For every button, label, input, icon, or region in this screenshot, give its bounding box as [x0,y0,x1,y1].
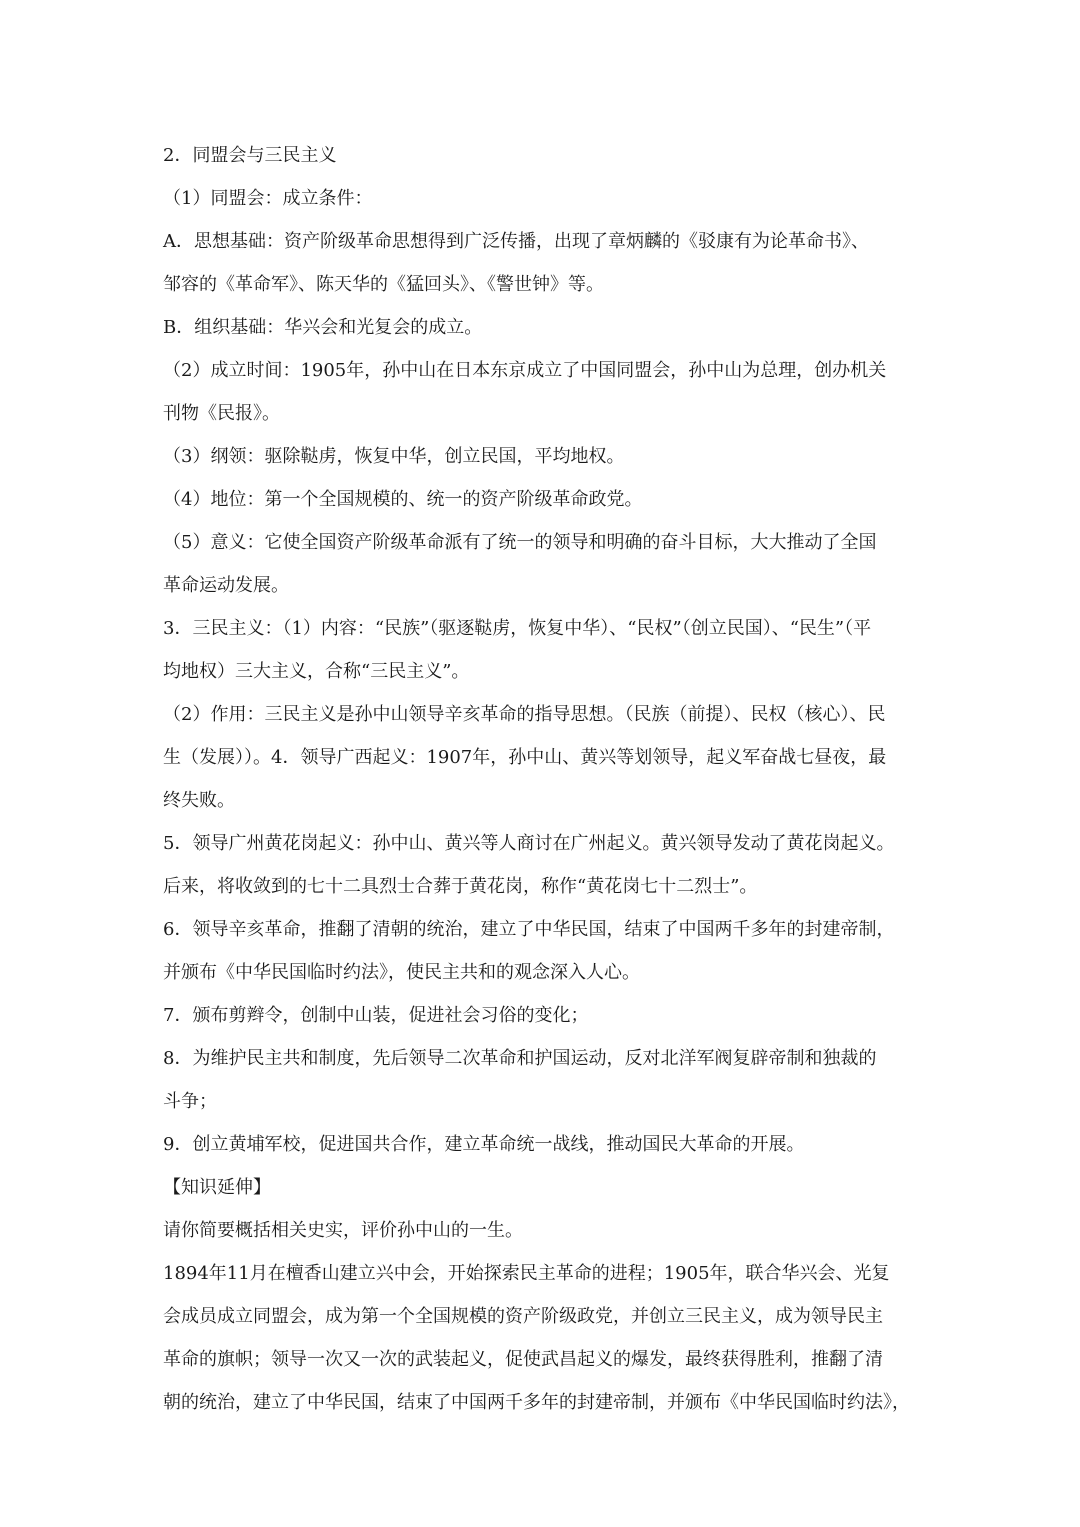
text-line: 均地权）三大主义，合称“三民主义”。 [163,661,470,682]
text-line: （3）纲领：驱除鞑虏，恢复中华，创立民国，平均地权。 [163,446,625,467]
text-line: 会成员成立同盟会，成为第一个全国规模的资产阶级政党，并创立三民主义，成为领导民主 [163,1306,883,1327]
text-line: 生（发展））。4．领导广西起义：1907年，孙中山、黄兴等划领导，起义军奋战七昼夜，最 [163,747,887,768]
text-line: （4）地位：第一个全国规模的、统一的资产阶级革命政党。 [163,489,643,510]
document-body [163,134,923,1424]
text-line: 8．为维护民主共和制度，先后领导二次革命和护国运动，反对北洋军阀复辟帝制和独裁的 [163,1048,877,1069]
text-line: 5．领导广州黄花岗起义：孙中山、黄兴等人商讨在广州起义。黄兴领导发动了黄花岗起义。 [163,833,895,854]
text-line: 6．领导辛亥革命，推翻了清朝的统治，建立了中华民国，结束了中国两千多年的封建帝制， [163,919,895,940]
text-line: A．思想基础：资产阶级革命思想得到广泛传播，出现了章炳麟的《驳康有为论革命书》、 [163,231,869,252]
text-line: （2）作用：三民主义是孙中山领导辛亥革命的指导思想。（民族（前提）、民权（核心）、民 [163,704,886,725]
text-line: 7．颁布剪辫令，创制中山装，促进社会习俗的变化； [163,1005,589,1026]
text-line: （2）成立时间：1905年，孙中山在日本东京成立了中国同盟会，孙中山为总理，创办机关 [163,360,887,381]
text-line: 斗争； [163,1091,217,1112]
text-line: （5）意义：它使全国资产阶级革命派有了统一的领导和明确的奋斗目标，大大推动了全国 [163,532,877,553]
text-line: 革命的旗帜；领导一次又一次的武装起义，促使武昌起义的爆发，最终获得胜利，推翻了清 [163,1349,883,1370]
text-line: 3．三民主义：（1）内容：“民族”（驱逐鞑虏，恢复中华）、“民权”（创立民国）、“民生”（平 [163,618,872,639]
text-line: 后来，将收敛到的七十二具烈士合葬于黄花岗，称作“黄花岗七十二烈士”。 [163,876,758,897]
text-line: 朝的统治，建立了中华民国，结束了中国两千多年的封建帝制，并颁布《中华民国临时约法》， [163,1392,910,1413]
text-line: 【知识延伸】 [163,1177,271,1198]
text-line: 2．同盟会与三民主义 [163,145,337,166]
text-line: （1）同盟会：成立条件： [163,188,373,209]
text-line: 刊物《民报》。 [163,403,280,424]
text-line: B．组织基础：华兴会和光复会的成立。 [163,317,483,338]
text-line: 终失败。 [163,790,235,811]
text-line: 请你简要概括相关史实，评价孙中山的一生。 [163,1220,523,1241]
text-line: 邹容的《革命军》、陈天华的《猛回头》、《警世钟》等。 [163,274,604,295]
text-line: 革命运动发展。 [163,575,289,596]
text-line: 并颁布《中华民国临时约法》，使民主共和的观念深入人心。 [163,962,640,983]
text-line: 1894年11月在檀香山建立兴中会，开始探索民主革命的进程；1905年，联合华兴会、光复 [163,1263,890,1284]
text-line: 9．创立黄埔军校，促进国共合作，建立革命统一战线，推动国民大革命的开展。 [163,1134,805,1155]
